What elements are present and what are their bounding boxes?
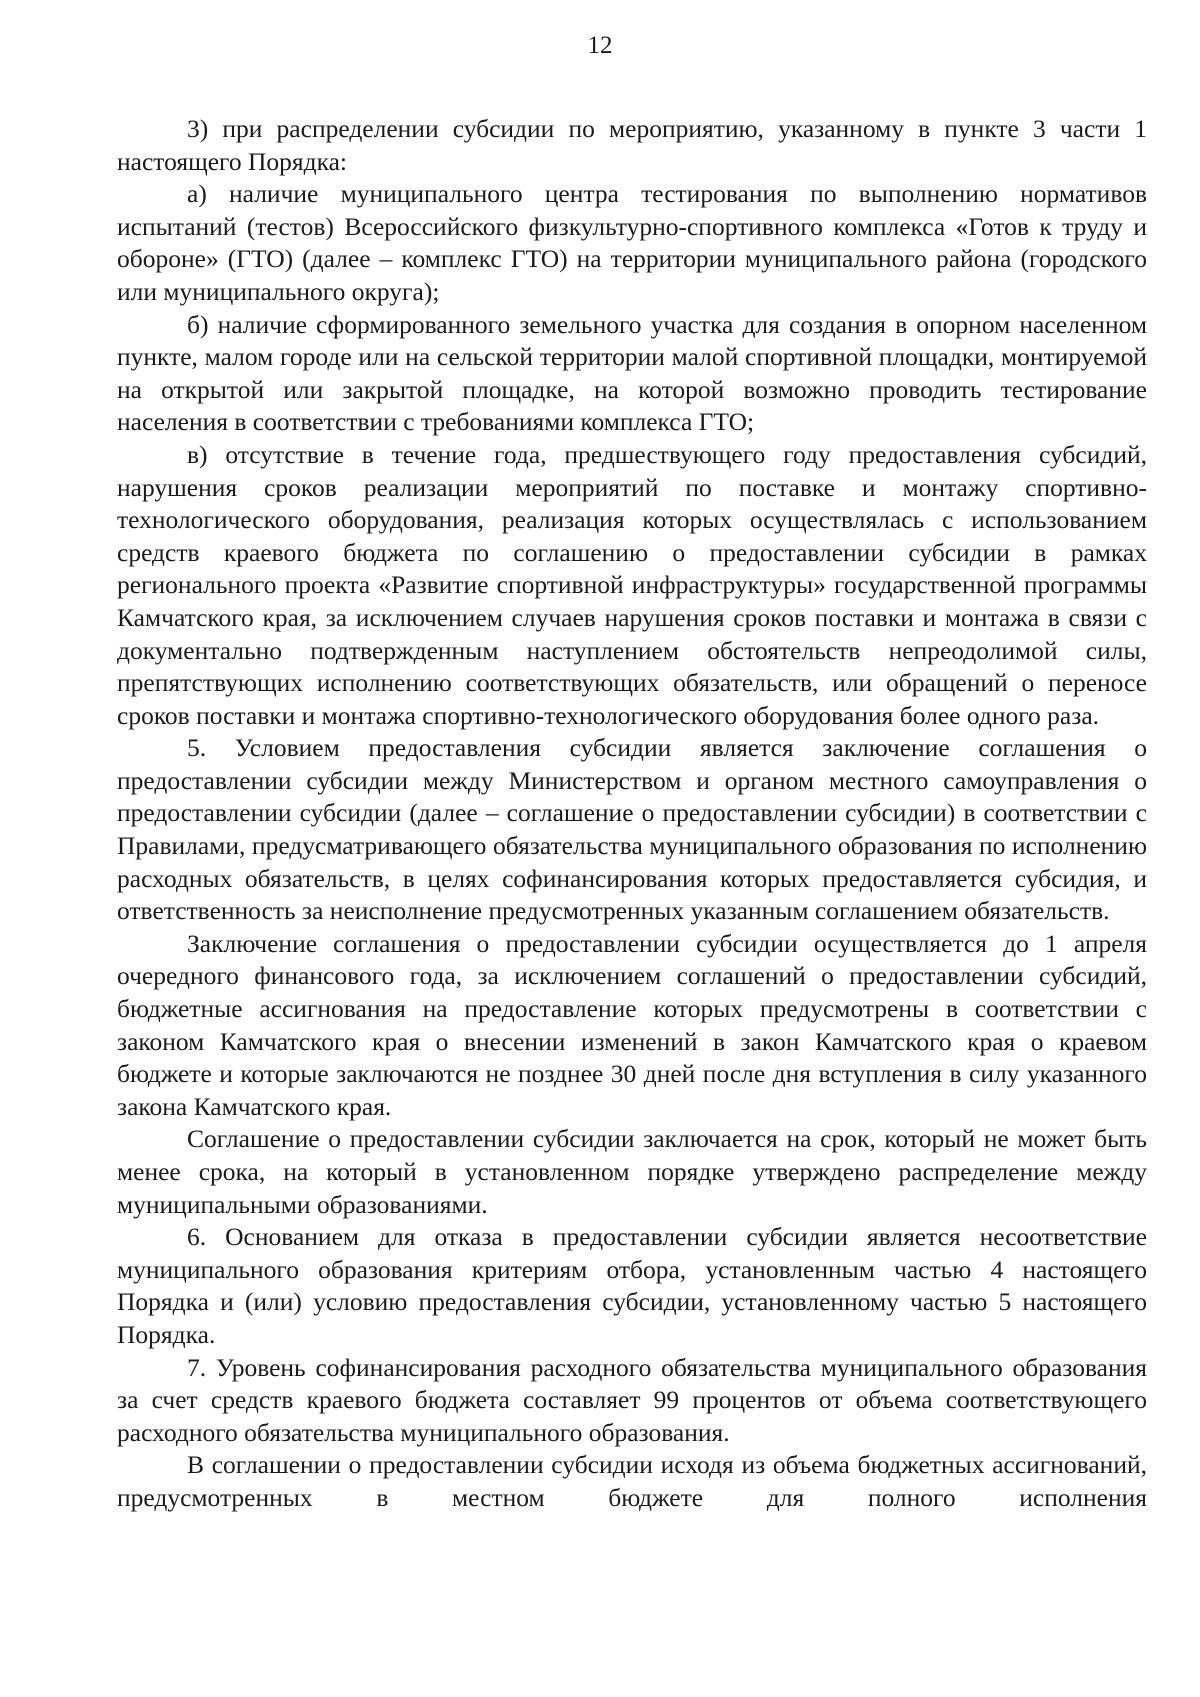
paragraph-criterion-b: б) наличие сформированного земельного участка для создания в опорном населенном пункте, малом городе или на сельской территории малой спортивной площадки, монтируемой на открытой или закрытой площадке, на которой возможно проводить тестирование населения в соответствии с требованиями комплекса ГТО; — [117, 309, 1147, 437]
paragraph-criterion-v: в) отсутствие в течение года, предшествующего году предоставления субсидий, нарушения сроков реализации мероприятий по поставке и монтажу спортивно-технологического оборудования, реализация которых осуществлялась с использованием средств краевого бюджета по соглашению о предоставлении субсидии в рамках регионального проекта «Развитие спортивной инфраструктуры» государственной программы Камчатского края, за исключением случаев нарушения сроков поставки и монтажа в связи с документально подтвержденным наступлением обстоятельств непреодолимой силы, препятствующих исполнению соответствующих обязательств, или обращений о переносе сроков поставки и монтажа спортивно-технологического оборудования более одного раза. — [117, 439, 1147, 730]
paragraph-7-cofinancing: 7. Уровень софинансирования расходного обязательства муниципального образования за счет средств краевого бюджета составляет 99 процентов от объема соответствующего расходного обязательства муниципального образования. — [117, 1352, 1147, 1447]
paragraph-agreement-term: Соглашение о предоставлении субсидии заключается на срок, который не может быть менее срока, на который в установленном порядке утверждено распределение между муниципальными образованиями. — [117, 1124, 1147, 1219]
paragraph-criterion-a: а) наличие муниципального центра тестирования по выполнению нормативов испытаний (тестов) Всероссийского физкультурно-спортивного комплекса «Готов к труду и обороне» (ГТО) (далее – комплекс ГТО) на территории муниципального района (городского или муниципального округа); — [117, 179, 1147, 306]
paragraph-6-refusal: 6. Основанием для отказа в предоставлении субсидии является несоответствие муниципального образования критериям отбора, установленным частью 4 настоящего Порядка и (или) условию предоставления субсидии, установленному частью 5 настоящего Порядка. — [117, 1222, 1147, 1349]
paragraph-5-condition: 5. Условием предоставления субсидии является заключение соглашения о предоставлении субсидии между Министерством и органом местного самоуправления о предоставлении субсидии (далее – соглашение о предоставлении субсидии) в соответствии с Правилами, предусматривающего обязательства муниципального образования по исполнению расходных обязательств, в целях софинансирования которых предоставляется субсидия, и ответственность за неисполнение предусмотренных указанным соглашением обязательств. — [117, 733, 1147, 926]
paragraph-3-criteria: 3) при распределении субсидии по мероприятию, указанному в пункте 3 части 1 настоящего Порядка: — [117, 114, 1147, 176]
page-number: 12 — [587, 32, 613, 59]
paragraph-agreement-deadline: Заключение соглашения о предоставлении субсидии осуществляется до 1 апреля очередного финансового года, за исключением соглашений о предоставлении субсидий, бюджетные ассигнования на предоставление которых предусмотрены в соответствии с законом Камчатского края о внесении изменений в закон Камчатского края о краевом бюджете и которые заключаются не позднее 30 дней после дня вступления в силу указанного закона Камчатского края. — [117, 928, 1147, 1121]
paragraph-agreement-allocations: В соглашении о предоставлении субсидии исходя из объема бюджетных ассигнований, предусмотренных в местном бюджете для полного исполнения — [117, 1450, 1147, 1512]
document-body — [117, 113, 1147, 1515]
